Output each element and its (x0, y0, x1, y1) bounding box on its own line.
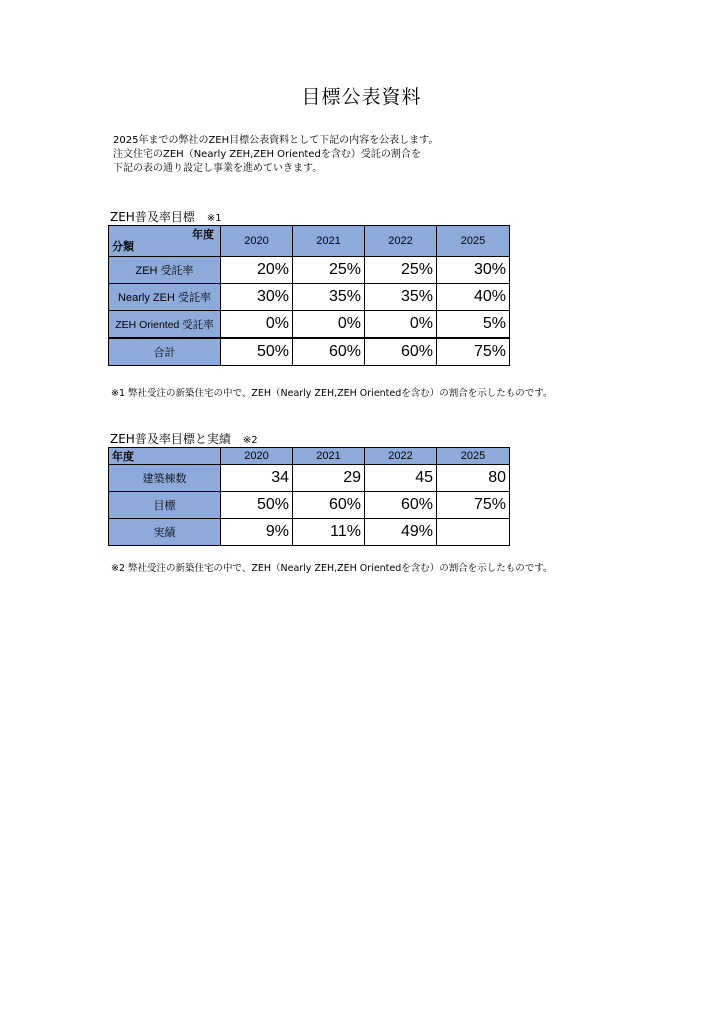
cell-value: 29 (293, 465, 365, 492)
cell-value: 34 (221, 465, 293, 492)
total-value: 60% (293, 338, 365, 366)
table2-footnote: ※2 弊社受注の新築住宅の中で、ZEH（Nearly ZEH,ZEH Orientedを含む）の割合を示したものです。 (111, 563, 553, 574)
zeh-target-table (108, 225, 510, 366)
row-label: 実績 (109, 519, 221, 546)
cell-value: 75% (437, 492, 510, 519)
cell-value: 35% (293, 284, 365, 311)
table-row (109, 311, 510, 339)
cell-value: 0% (365, 311, 437, 339)
intro-text (113, 134, 438, 176)
table1-footnote: ※1 弊社受注の新築住宅の中で、ZEH（Nearly ZEH,ZEH Orientedを含む）の割合を示したものです。 (111, 388, 553, 399)
year-header: 2021 (293, 226, 365, 257)
table2-title (110, 430, 258, 447)
year-header: 2022 (365, 226, 437, 257)
cell-value: 11% (293, 519, 365, 546)
table-header-row (109, 448, 510, 465)
total-value: 50% (221, 338, 293, 366)
cell-value: 0% (293, 311, 365, 339)
table-row (109, 465, 510, 492)
cell-value: 49% (365, 519, 437, 546)
table-row (109, 492, 510, 519)
intro-line: 注文住宅のZEH（Nearly ZEH,ZEH Orientedを含む）受託の割合を (113, 149, 421, 160)
page-title: 目標公表資料 (301, 86, 422, 108)
table-row (109, 519, 510, 546)
table1-title-text: ZEH普及率目標 (110, 210, 195, 224)
table2-note: ※2 (242, 435, 258, 446)
corner-year-label: 年度 (109, 448, 221, 465)
row-label: Nearly ZEH 受託率 (109, 284, 221, 311)
table2-title-text: ZEH普及率目標と実績 (110, 432, 231, 446)
cell-value: 60% (365, 492, 437, 519)
cell-value: 9% (221, 519, 293, 546)
cell-value: 25% (293, 257, 365, 284)
cell-value: 40% (437, 284, 510, 311)
cell-value: 50% (221, 492, 293, 519)
cell-value: 60% (293, 492, 365, 519)
table-header-row (109, 226, 510, 257)
cell-value (437, 519, 510, 546)
table-row (109, 284, 510, 311)
intro-line: 下記の表の通り設定し事業を進めていきます。 (113, 163, 323, 174)
zeh-results-table (108, 447, 510, 546)
corner-year-label: 年度 (192, 229, 214, 241)
cell-value: 80 (437, 465, 510, 492)
total-value: 60% (365, 338, 437, 366)
row-label: 目標 (109, 492, 221, 519)
corner-category-label: 分類 (112, 241, 134, 253)
table1-note: ※1 (206, 213, 222, 224)
cell-value: 20% (221, 257, 293, 284)
row-label: ZEH 受託率 (109, 257, 221, 284)
row-label: ZEH Oriented 受託率 (109, 311, 221, 339)
total-value: 75% (437, 338, 510, 366)
cell-value: 45 (365, 465, 437, 492)
total-label: 合計 (109, 338, 221, 366)
cell-value: 5% (437, 311, 510, 339)
cell-value: 30% (437, 257, 510, 284)
cell-value: 25% (365, 257, 437, 284)
year-header: 2025 (437, 448, 510, 465)
year-header: 2021 (293, 448, 365, 465)
cell-value: 35% (365, 284, 437, 311)
cell-value: 0% (221, 311, 293, 339)
corner-cell (109, 226, 221, 257)
table-row (109, 257, 510, 284)
row-label: 建築棟数 (109, 465, 221, 492)
year-header: 2025 (437, 226, 510, 257)
year-header: 2020 (221, 448, 293, 465)
year-header: 2022 (365, 448, 437, 465)
intro-line: 2025年までの弊社のZEH目標公表資料として下記の内容を公表します。 (113, 135, 439, 146)
year-header: 2020 (221, 226, 293, 257)
table1-title (110, 208, 222, 225)
cell-value: 30% (221, 284, 293, 311)
total-row (109, 338, 510, 366)
